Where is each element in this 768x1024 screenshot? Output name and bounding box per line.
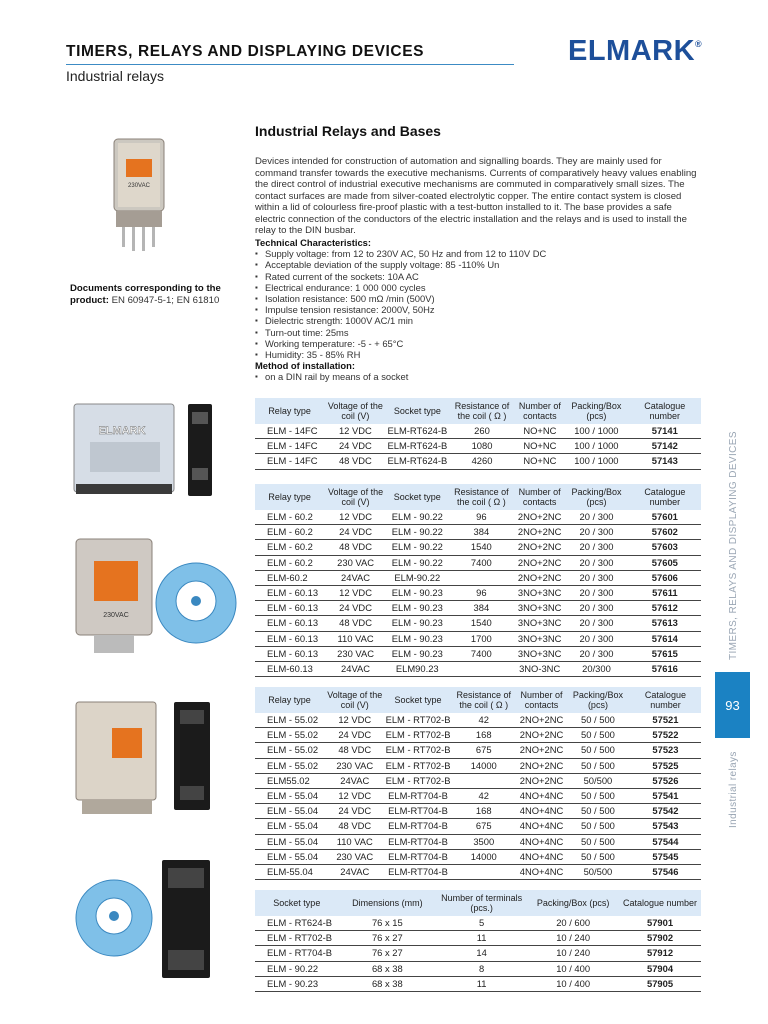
table-cell: 50 / 500 <box>566 713 630 728</box>
table-cell: 20 / 300 <box>564 646 628 661</box>
table-cell: 12 VDC <box>324 789 386 804</box>
table-cell: 57526 <box>630 773 701 788</box>
table-cell: ELM90.23 <box>387 662 448 677</box>
tech-item: ▪ Acceptable deviation of the supply voltage: 85 -110% Un <box>265 259 701 270</box>
table-cell: 2NO+2NC <box>515 510 564 525</box>
table-row <box>255 570 701 585</box>
table-cell: ELM-RT704-B <box>386 789 451 804</box>
table-row <box>255 758 701 773</box>
table-cell: 20 / 300 <box>564 510 628 525</box>
table-cell: 48 VDC <box>324 540 387 555</box>
table-cell: ELM-90.22 <box>387 570 448 585</box>
table-cell: 57605 <box>629 555 701 570</box>
column-header: Voltage of the coil (V) <box>324 484 387 510</box>
column-header: Number of terminals (pcs.) <box>436 890 527 916</box>
table-cell: 20 / 300 <box>564 555 628 570</box>
table-cell: ELM-60.2 <box>255 570 324 585</box>
table-cell: 2NO+2NC <box>515 525 564 540</box>
table-cell: 110 VAC <box>324 834 386 849</box>
table-cell: ELM-55.04 <box>255 865 324 880</box>
table-cell: 57905 <box>619 976 701 991</box>
tech-list <box>255 248 701 360</box>
table-cell: ELM - 55.02 <box>255 743 324 758</box>
table-cell: 4NO+4NC <box>517 789 566 804</box>
table-cell: ELM - 60.13 <box>255 601 324 616</box>
table-cell: 20 / 300 <box>564 601 628 616</box>
table-cell: ELM - 14FC <box>255 424 324 439</box>
table-cell: ELM - 60.2 <box>255 555 324 570</box>
table-cell: 4260 <box>448 454 515 469</box>
table-cell: 57541 <box>630 789 701 804</box>
table-cell: 230 VAC <box>324 758 386 773</box>
table-cell: 675 <box>451 819 517 834</box>
table-cell: 11 <box>436 976 527 991</box>
table-cell: NO+NC <box>516 439 564 454</box>
table-cell: ELM - 90.22 <box>255 961 339 976</box>
table-cell: 76 x 15 <box>339 916 436 931</box>
table-cell: ELM-RT624-B <box>387 454 449 469</box>
table-cell: ELM - 55.04 <box>255 789 324 804</box>
table-cell: 48 VDC <box>324 616 387 631</box>
tech-item: ▪ Electrical endurance: 1 000 000 cycles <box>265 282 701 293</box>
column-header: Number of contacts <box>516 398 564 424</box>
relay2-brand: ELMARK <box>98 425 146 437</box>
table-cell: 384 <box>448 601 515 616</box>
column-header: Voltage of the coil (V) <box>324 687 386 713</box>
table-cell: ELM - 60.2 <box>255 510 324 525</box>
table-cell: 3NO+3NC <box>515 616 564 631</box>
table-cell: 3NO+3NC <box>515 601 564 616</box>
table-cell: 50 / 500 <box>566 728 630 743</box>
table-cell: 7400 <box>448 646 515 661</box>
table-row <box>255 616 701 631</box>
table-cell: 10 / 400 <box>527 976 619 991</box>
table-cell: ELM-RT704-B <box>386 819 451 834</box>
table-cell: 24 VDC <box>324 728 386 743</box>
table-cell: ELM - 90.23 <box>387 646 448 661</box>
table-cell: 1080 <box>448 439 515 454</box>
column-header: Resistance of the coil ( Ω ) <box>448 484 515 510</box>
table-cell: ELM - 90.23 <box>387 631 448 646</box>
table-cell: 57142 <box>629 439 701 454</box>
table-cell: 14 <box>436 946 527 961</box>
table-cell: 57522 <box>630 728 701 743</box>
relay3-label: 230VAC <box>103 612 129 619</box>
table-cell <box>451 865 517 880</box>
table-cell: 76 x 27 <box>339 946 436 961</box>
table-cell: ELM - 55.02 <box>255 758 324 773</box>
table-cell: ELM - 55.04 <box>255 834 324 849</box>
table-row <box>255 601 701 616</box>
table-cell: 168 <box>451 804 517 819</box>
relay-image-55 <box>74 696 230 822</box>
table-cell: 10 / 240 <box>527 946 619 961</box>
table-row <box>255 424 701 439</box>
table-cell: 57601 <box>629 510 701 525</box>
column-header: Number of contacts <box>515 484 564 510</box>
table-cell: 4NO+4NC <box>517 819 566 834</box>
table-cell: 57614 <box>629 631 701 646</box>
table-cell: 57521 <box>630 713 701 728</box>
table-cell: 2NO+2NC <box>517 728 566 743</box>
table-row <box>255 773 701 788</box>
column-header: Catalogue number <box>629 398 701 424</box>
table-cell: ELM - 14FC <box>255 439 324 454</box>
documents-value: EN 60947-5-1; EN 61810 <box>111 295 220 306</box>
table-cell: 2NO+2NC <box>515 540 564 555</box>
table-row <box>255 834 701 849</box>
table-row <box>255 819 701 834</box>
relay1-label: 230VAC <box>128 183 150 189</box>
table-cell: 1540 <box>448 616 515 631</box>
table-cell: ELM - RT702-B <box>386 728 451 743</box>
table-cell: ELM - RT702-B <box>386 713 451 728</box>
table-row <box>255 728 701 743</box>
table-cell: 24VAC <box>324 773 386 788</box>
table-cell: ELM - RT624-B <box>255 916 339 931</box>
table-cell: 24 VDC <box>324 439 386 454</box>
table-cell: 11 <box>436 931 527 946</box>
table-row <box>255 946 701 961</box>
table-cell: 57523 <box>630 743 701 758</box>
table-cell: 96 <box>448 586 515 601</box>
table-cell: 57544 <box>630 834 701 849</box>
tech-item: ▪ Isolation resistance: 500 mΩ /min (500V) <box>265 293 701 304</box>
table-cell: 57546 <box>630 865 701 880</box>
table-cell: ELM - 90.23 <box>387 601 448 616</box>
table-cell: 2NO+2NC <box>517 713 566 728</box>
table-cell: ELM - 90.23 <box>387 616 448 631</box>
table-row <box>255 586 701 601</box>
table-cell: 2NO+2NC <box>517 743 566 758</box>
table-cell: 50 / 500 <box>566 789 630 804</box>
table-cell: 20 / 300 <box>564 616 628 631</box>
table-cell: 3NO+3NC <box>515 631 564 646</box>
table-cell <box>448 662 515 677</box>
table-cell: ELM-RT704-B <box>386 804 451 819</box>
table-cell: ELM - 90.22 <box>387 555 448 570</box>
table-cell: 57542 <box>630 804 701 819</box>
table-cell: 1700 <box>448 631 515 646</box>
table-cell: 260 <box>448 424 515 439</box>
side-category-bottom: Industrial relays <box>728 751 739 828</box>
column-header: Catalogue number <box>629 484 701 510</box>
table-cell: 57616 <box>629 662 701 677</box>
table-cell: 3500 <box>451 834 517 849</box>
table-cell: ELM - 55.02 <box>255 728 324 743</box>
table-cell: ELM-RT704-B <box>386 865 451 880</box>
table-cell: 3NO-3NC <box>515 662 564 677</box>
column-header: Socket type <box>387 484 448 510</box>
table-cell: 57543 <box>630 819 701 834</box>
header-divider <box>66 64 514 65</box>
table-cell: 48 VDC <box>324 454 386 469</box>
table-cell: 2NO+2NC <box>515 555 564 570</box>
table-cell: 57525 <box>630 758 701 773</box>
table-row <box>255 849 701 864</box>
table-row <box>255 743 701 758</box>
table-cell: NO+NC <box>516 424 564 439</box>
table-row <box>255 804 701 819</box>
table-cell: ELM - 60.2 <box>255 540 324 555</box>
table-cell: 76 x 27 <box>339 931 436 946</box>
table-cell: ELM - 60.13 <box>255 586 324 601</box>
table-cell: 57912 <box>619 946 701 961</box>
table-cell: 57143 <box>629 454 701 469</box>
table-cell: ELM - 55.04 <box>255 849 324 864</box>
table-cell: 24 VDC <box>324 525 387 540</box>
page-number: 93 <box>725 697 740 713</box>
table-cell: 68 x 38 <box>339 976 436 991</box>
column-header: Dimensions (mm) <box>339 890 436 916</box>
column-header: Relay type <box>255 398 324 424</box>
relay-image-60 <box>74 535 242 667</box>
table-cell <box>451 773 517 788</box>
table-cell: 2NO+2NC <box>517 773 566 788</box>
table-cell: ELM - 90.22 <box>387 525 448 540</box>
table-cell: 50 / 500 <box>566 834 630 849</box>
table-cell: 50 / 500 <box>566 743 630 758</box>
relay-image-14fc <box>72 398 220 502</box>
table-cell: 50/500 <box>566 865 630 880</box>
table-row <box>255 510 701 525</box>
table-row <box>255 646 701 661</box>
table-cell: 10 / 240 <box>527 931 619 946</box>
section-title: Industrial Relays and Bases <box>255 123 441 139</box>
table-cell: 24VAC <box>324 662 387 677</box>
table-cell <box>448 570 515 585</box>
table-cell: 24 VDC <box>324 804 386 819</box>
table-cell: 12 VDC <box>324 424 386 439</box>
table-cell: ELM - 60.13 <box>255 631 324 646</box>
table-cell: ELM-RT624-B <box>387 424 449 439</box>
table-cell: 384 <box>448 525 515 540</box>
table-cell: 100 / 1000 <box>564 439 628 454</box>
table-row <box>255 865 701 880</box>
table-cell: 675 <box>451 743 517 758</box>
table-cell: 68 x 38 <box>339 961 436 976</box>
relay-table-14fc <box>255 398 701 470</box>
table-cell: ELM - RT704-B <box>255 946 339 961</box>
table-cell: 48 VDC <box>324 819 386 834</box>
column-header: Resistance of the coil ( Ω ) <box>448 398 515 424</box>
table-row <box>255 713 701 728</box>
socket-table <box>255 890 701 992</box>
table-row <box>255 976 701 991</box>
table-cell: 20 / 300 <box>564 586 628 601</box>
socket-image <box>74 858 222 980</box>
table-cell: 50 / 500 <box>566 758 630 773</box>
column-header: Relay type <box>255 484 324 510</box>
table-cell: 100 / 1000 <box>564 454 628 469</box>
table-cell: ELM - 90.22 <box>387 540 448 555</box>
table-cell: 4NO+4NC <box>517 849 566 864</box>
tech-item: ▪ Rated current of the sockets: 10A AC <box>265 271 701 282</box>
table-cell: 12 VDC <box>324 510 387 525</box>
table-cell: 2NO+2NC <box>515 570 564 585</box>
table-cell: 12 VDC <box>324 713 386 728</box>
table-cell: ELM-60.13 <box>255 662 324 677</box>
table-cell: 57615 <box>629 646 701 661</box>
table-cell: 20 / 300 <box>564 525 628 540</box>
tech-item: ▪ Dielectric strength: 1000V AC/1 min <box>265 315 701 326</box>
table-cell: 3NO+3NC <box>515 586 564 601</box>
table-row <box>255 555 701 570</box>
relay-image-square <box>112 135 168 257</box>
column-header: Packing/Box (pcs) <box>564 398 628 424</box>
table-row <box>255 789 701 804</box>
table-cell: 50 / 500 <box>566 819 630 834</box>
side-category-top: TIMERS, RELAYS AND DISPLAYING DEVICES <box>728 431 739 660</box>
tech-item: ▪ Turn-out time: 25ms <box>265 327 701 338</box>
table-cell: 14000 <box>451 758 517 773</box>
tech-heading: Technical Characteristics: <box>255 237 372 248</box>
table-cell: 57603 <box>629 540 701 555</box>
tech-item: ▪ Working temperature: -5 - + 65°C <box>265 338 701 349</box>
table-cell: 57545 <box>630 849 701 864</box>
table-cell: ELM - 90.23 <box>387 586 448 601</box>
table-cell: 4NO+4NC <box>517 865 566 880</box>
tech-item: ▪ Impulse tension resistance: 2000V, 50Hz <box>265 304 701 315</box>
table-cell: 24 VDC <box>324 601 387 616</box>
table-cell: 5 <box>436 916 527 931</box>
table-cell: ELM-RT624-B <box>387 439 449 454</box>
table-cell: 8 <box>436 961 527 976</box>
table-cell: 7400 <box>448 555 515 570</box>
table-cell: 57141 <box>629 424 701 439</box>
table-cell: 50/500 <box>566 773 630 788</box>
table-cell: 57611 <box>629 586 701 601</box>
table-row <box>255 916 701 931</box>
page-header-subtitle: Industrial relays <box>66 68 165 84</box>
page-header-title: TIMERS, RELAYS AND DISPLAYING DEVICES <box>66 43 425 60</box>
column-header: Socket type <box>386 687 451 713</box>
table-row <box>255 540 701 555</box>
table-cell: 20/300 <box>564 662 628 677</box>
table-cell: ELM - 90.23 <box>255 976 339 991</box>
table-cell: ELM - 60.13 <box>255 646 324 661</box>
table-row <box>255 454 701 469</box>
table-cell: 4NO+4NC <box>517 804 566 819</box>
table-cell: 42 <box>451 713 517 728</box>
table-cell: ELM - RT702-B <box>255 931 339 946</box>
table-cell: 10 / 400 <box>527 961 619 976</box>
table-cell: 168 <box>451 728 517 743</box>
table-cell: 57904 <box>619 961 701 976</box>
column-header: Number of contacts <box>517 687 566 713</box>
table-row <box>255 662 701 677</box>
column-header: Packing/Box (pcs) <box>564 484 628 510</box>
install-heading: Method of installation: <box>255 360 355 372</box>
table-cell: ELM-RT704-B <box>386 849 451 864</box>
tech-item: ▪ Supply voltage: from 12 to 230V AC, 50 Hz and from 12 to 110V DC <box>265 248 701 259</box>
column-header: Catalogue number <box>630 687 701 713</box>
column-header: Packing/Box (pcs) <box>527 890 619 916</box>
column-header: Relay type <box>255 687 324 713</box>
table-cell: 57901 <box>619 916 701 931</box>
table-cell: 20 / 600 <box>527 916 619 931</box>
relay-table-60 <box>255 484 701 677</box>
column-header: Socket type <box>255 890 339 916</box>
table-cell: 12 VDC <box>324 586 387 601</box>
table-cell: 42 <box>451 789 517 804</box>
table-cell: 24VAC <box>324 865 386 880</box>
table-cell: 20 / 300 <box>564 631 628 646</box>
table-cell: 96 <box>448 510 515 525</box>
table-cell: 110 VAC <box>324 631 387 646</box>
table-cell: 2NO+2NC <box>517 758 566 773</box>
table-cell: ELM55.02 <box>255 773 324 788</box>
table-cell: ELM - RT702-B <box>386 743 451 758</box>
table-cell: 230 VAC <box>324 555 387 570</box>
table-cell: ELM - 14FC <box>255 454 324 469</box>
page-number-tab <box>715 672 750 738</box>
table-cell: ELM - RT702-B <box>386 758 451 773</box>
column-header: Catalogue number <box>619 890 701 916</box>
table-cell: NO+NC <box>516 454 564 469</box>
table-cell: ELM - 55.02 <box>255 713 324 728</box>
install-item: ▪ on a DIN rail by means of a socket <box>265 371 701 382</box>
tech-item: ▪ Humidity: 35 - 85% RH <box>265 349 701 360</box>
column-header: Packing/Box (pcs) <box>566 687 630 713</box>
table-cell: 230 VAC <box>324 849 386 864</box>
table-row <box>255 961 701 976</box>
relay-table-55 <box>255 687 701 880</box>
table-cell: 50 / 500 <box>566 849 630 864</box>
table-cell: 20 / 300 <box>564 540 628 555</box>
column-header: Socket type <box>387 398 449 424</box>
documents-label: Documents corresponding to the product: <box>70 283 221 306</box>
table-cell: 1540 <box>448 540 515 555</box>
install-list <box>255 371 701 382</box>
table-row <box>255 525 701 540</box>
table-cell: 57606 <box>629 570 701 585</box>
section-description: Devices intended for construction of automation and signalling boards. They are mainly used for command transfer towards the executive mechanisms. Currents of comparatively heavy values enabling the direct control of industrial executive mechanisms are commuted in comparatively small sizes. The contact surfaces are made from silver-coated electrolytic copper. The entire contact system is closed within a lid of colourless fire-proof plastic with a test-button installed to it. The base provides a safe electric connection of the conductors of the electric installation and the relays and is used to install the relay to the DIN busbar. <box>255 156 697 236</box>
table-cell: 48 VDC <box>324 743 386 758</box>
table-cell: 20 / 300 <box>564 570 628 585</box>
table-cell: ELM - 55.04 <box>255 819 324 834</box>
table-cell: ELM - RT702-B <box>386 773 451 788</box>
table-cell: 57902 <box>619 931 701 946</box>
table-cell: 3NO+3NC <box>515 646 564 661</box>
table-row <box>255 439 701 454</box>
column-header: Resistance of the coil ( Ω ) <box>451 687 517 713</box>
table-cell: ELM - 60.13 <box>255 616 324 631</box>
table-cell: ELM-RT704-B <box>386 834 451 849</box>
table-row <box>255 631 701 646</box>
documents-note <box>70 283 245 307</box>
table-cell: 100 / 1000 <box>564 424 628 439</box>
table-cell: ELM - 60.2 <box>255 525 324 540</box>
table-cell: 4NO+4NC <box>517 834 566 849</box>
table-cell: 14000 <box>451 849 517 864</box>
column-header: Voltage of the coil (V) <box>324 398 386 424</box>
table-cell: ELM - 55.04 <box>255 804 324 819</box>
table-cell: 24VAC <box>324 570 387 585</box>
table-cell: 50 / 500 <box>566 804 630 819</box>
table-cell: 57612 <box>629 601 701 616</box>
table-cell: 57613 <box>629 616 701 631</box>
technical-characteristics <box>255 237 701 383</box>
table-cell: 230 VAC <box>324 646 387 661</box>
table-cell: ELM - 90.22 <box>387 510 448 525</box>
table-row <box>255 931 701 946</box>
table-cell: 57602 <box>629 525 701 540</box>
elmark-logo: ELMARK® <box>568 35 703 67</box>
